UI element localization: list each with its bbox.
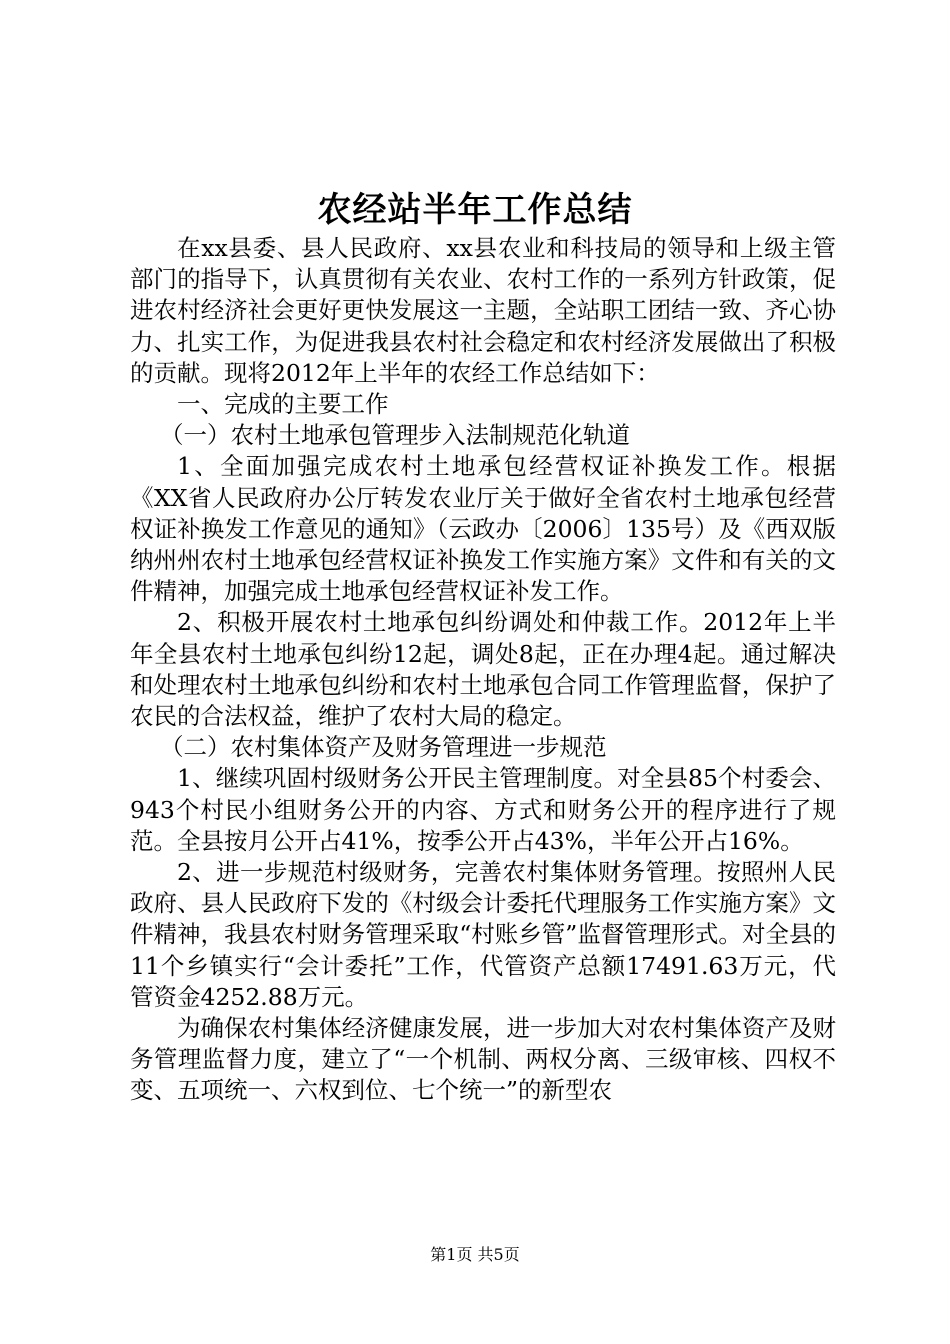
- page-footer: 第1页 共5页: [430, 1245, 520, 1264]
- paragraph-2-3: 为确保农村集体经济健康发展，进一步加大对农村集体资产及财务管理监督力度，建立了“一个机制、两权分离、三级审核、四权不变、五项统一、六权到位、七个统一”的新型农: [130, 1014, 836, 1105]
- document-title: 农经站半年工作总结: [317, 190, 633, 230]
- paragraph-1-1: 1、全面加强完成农村土地承包经营权证补换发工作。根据《XX省人民政府办公厅转发农业厅关于做好全省农村土地承包经营权证补换发工作意见的通知》（云政办〔2006〕135号）及《西双版纳州州农村土地承包经营权证补换发工作实施方案》文件和有关的文件精神，加强完成土地承包经营权证补发工作。: [130, 452, 836, 606]
- paragraph-1-2: 2、积极开展农村土地承包纠纷调处和仲裁工作。2012年上半年全县农村土地承包纠纷12起，调处8起，正在办理4起。通过解决和处理农村土地承包纠纷和农村土地承包合同工作管理监督，保护了农民的合法权益，维护了农村大局的稳定。: [130, 608, 836, 731]
- subsection-heading-1: （一）农村土地承包管理步入法制规范化轨道: [160, 421, 630, 450]
- paragraph-2-1: 1、继续巩固村级财务公开民主管理制度。对全县85个村委会、943个村民小组财务公开的内容、方式和财务公开的程序进行了规范。全县按月公开占41%，按季公开占43%，半年公开占16%。: [130, 764, 836, 855]
- intro-paragraph: 在xx县委、县人民政府、xx县农业和科技局的领导和上级主管部门的指导下，认真贯彻有关农业、农村工作的一系列方针政策，促进农村经济社会更好更快发展这一主题，全站职工团结一致、齐心协力、扎实工作，为促进我县农村社会稳定和农村经济发展做出了积极的贡献。现将2012年上半年的农经工作总结如下：: [130, 234, 836, 387]
- section-heading-1: 一、完成的主要工作: [177, 390, 389, 419]
- paragraph-2-2: 2、进一步规范村级财务，完善农村集体财务管理。按照州人民政府、县人民政府下发的《村级会计委托代理服务工作实施方案》文件精神，我县农村财务管理采取“村账乡管”监督管理形式。对全县的11个乡镇实行“会计委托”工作，代管资产总额17491.63万元，代管资金4252.88万元。: [130, 858, 836, 1011]
- subsection-heading-2: （二）农村集体资产及财务管理进一步规范: [160, 733, 607, 762]
- document-body: [130, 233, 836, 1107]
